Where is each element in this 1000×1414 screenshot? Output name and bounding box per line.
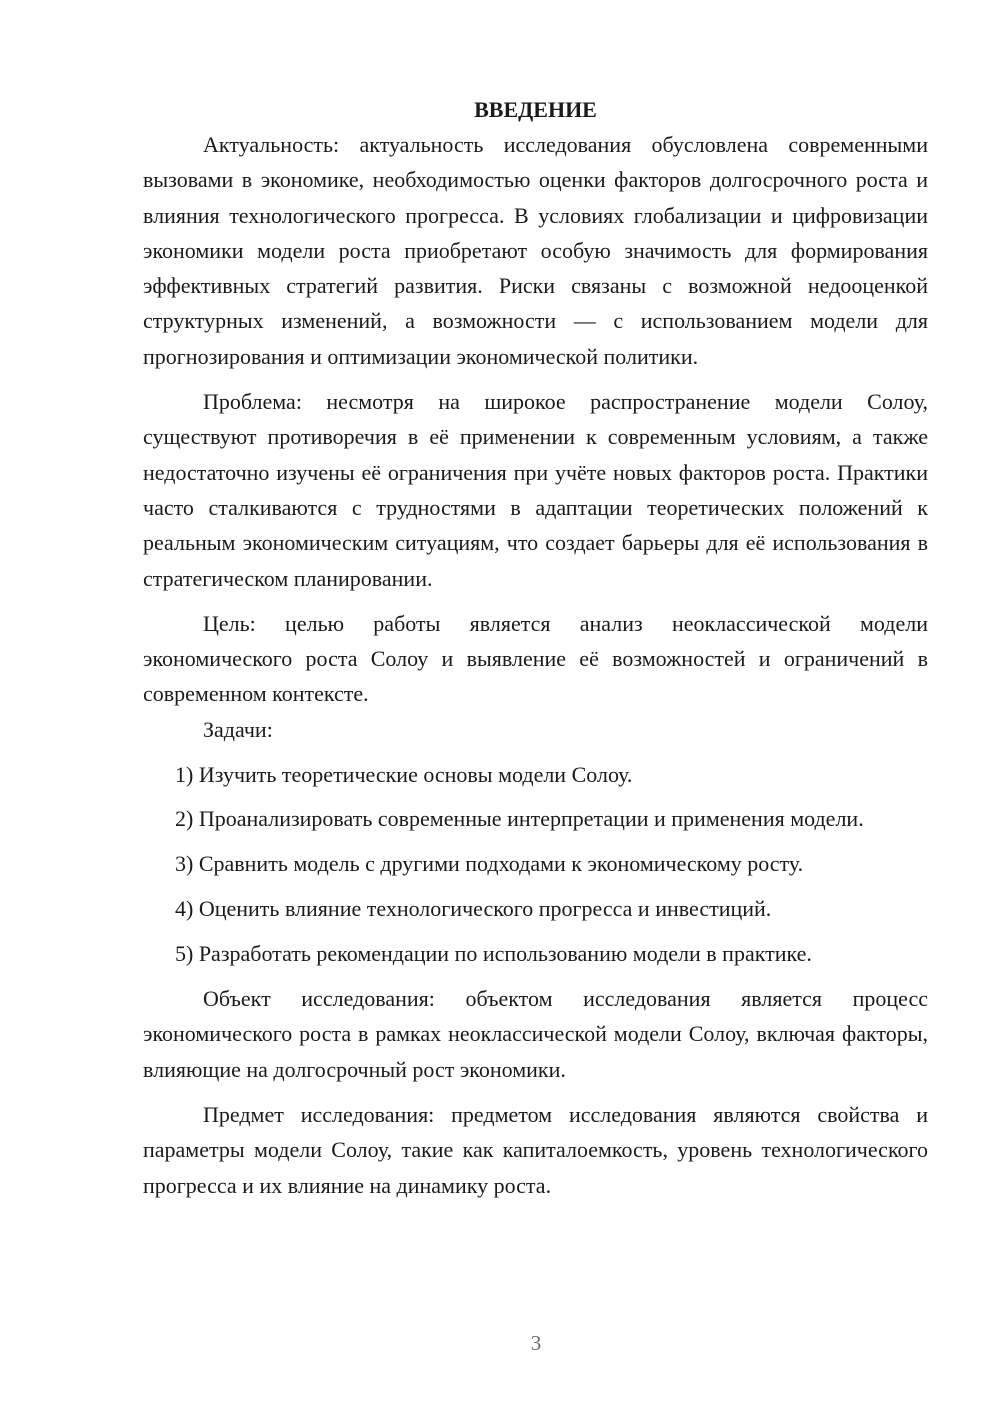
task-item-4: 4) Оценить влияние технологического прогресса и инвестиций. [175, 895, 772, 921]
paragraph-subject: Предмет исследования: предметом исследования являются свойства и параметры модели Солоу, такие как капиталоемкость, уровень технологического прогресса и их влияние на динамику роста. [143, 1101, 928, 1198]
tasks-list [143, 757, 928, 971]
task-item-1: 1) Изучить теоретические основы модели Солоу. [175, 761, 633, 787]
document-page [143, 92, 928, 1203]
paragraph-actuality: Актуальность: актуальность исследования обусловлена современными вызовами в экономике, необходимостью оценки факторов долгосрочного роста и влияния технологического прогресса. В условиях глобализации и цифровизации экономики модели роста приобретают особую значимость для формирования эффективных стратегий развития. Риски связаны с возможной недооценкой структурных изменений, а возможности — с использованием модели для прогнозирования и оптимизации экономической политики. [143, 132, 928, 369]
task-item-3: 3) Сравнить модель с другими подходами к экономическому росту. [175, 851, 804, 877]
page-title: ВВЕДЕНИЕ [474, 97, 597, 122]
paragraph-goal: Цель: целью работы является анализ неоклассической модели экономического роста Солоу и выявление её возможностей и ограничений в современном контексте. [143, 610, 928, 707]
tasks-heading: Задачи: [203, 716, 273, 742]
paragraph-problem: Проблема: несмотря на широкое распространение модели Солоу, существуют противоречия в её применении к современным условиям, а также недостаточно изучены её ограничения при учёте новых факторов роста. Практики часто сталкиваются с трудностями в адаптации теоретических положений к реальным экономическим ситуациям, что создает барьеры для её использования в стратегическом планировании. [143, 389, 928, 591]
task-item-5: 5) Разработать рекомендации по использованию модели в практике. [175, 940, 812, 966]
paragraph-object: Объект исследования: объектом исследования является процесс экономического роста в рамках неоклассической модели Солоу, включая факторы, влияющие на долгосрочный рост экономики. [143, 986, 928, 1082]
task-item-2: 2) Проанализировать современные интерпретации и применения модели. [175, 806, 864, 832]
page-number: 3 [530, 1331, 542, 1355]
